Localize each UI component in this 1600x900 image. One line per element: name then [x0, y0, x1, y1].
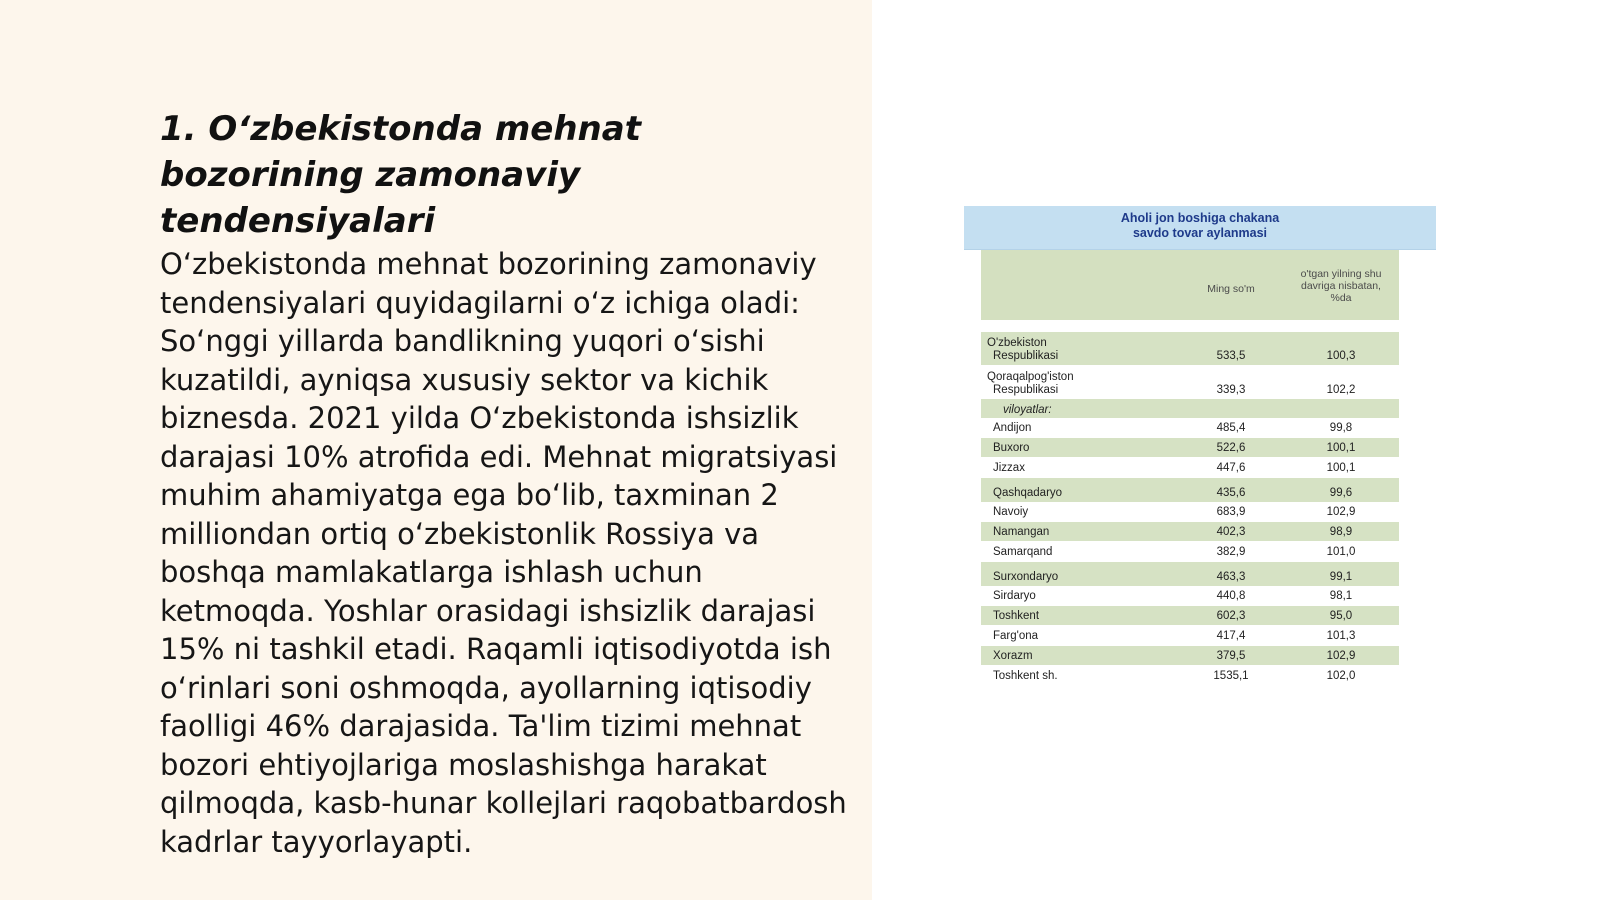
row-region-name: Namangan	[993, 526, 1050, 538]
row-region-name: Surxondaryo	[993, 571, 1059, 583]
column-header-percent	[1289, 268, 1393, 304]
table-row	[981, 366, 1399, 399]
row-value-percent: 99,6	[1329, 487, 1353, 499]
row-value-ming-som: 402,3	[1216, 526, 1246, 538]
table-row	[981, 606, 1399, 625]
row-value-percent: 100,1	[1326, 442, 1356, 454]
row-region-name: Sirdaryo	[993, 590, 1036, 602]
row-region-name: Jizzax	[993, 462, 1025, 474]
slide-title: 1. O‘zbekistonda mehnat bozorining zamonaviy tendensiyalari	[160, 109, 641, 241]
regions-sublabel: viloyatlar:	[1003, 404, 1052, 416]
row-region-name: Qashqadaryo	[993, 487, 1063, 499]
row-value-percent: 98,1	[1329, 590, 1353, 602]
table-row	[981, 626, 1399, 645]
row-value-percent: 98,9	[1329, 526, 1353, 538]
table-header	[981, 250, 1399, 320]
row-value-ming-som: 522,6	[1216, 442, 1246, 454]
table-row	[981, 646, 1399, 665]
row-region-name: Andijon	[993, 422, 1032, 434]
row-value-ming-som: 1535,1	[1213, 670, 1249, 682]
row-value-percent: 101,3	[1326, 630, 1356, 642]
row-value-ming-som: 440,8	[1216, 590, 1246, 602]
column-header-percent-line-3: %da	[1330, 292, 1352, 304]
table-row	[981, 458, 1399, 477]
column-header-percent-line-2: davriga nisbatan,	[1301, 280, 1381, 292]
row-value-ming-som: 533,5	[1216, 350, 1246, 362]
row-value-ming-som: 339,3	[1216, 384, 1246, 396]
row-value-ming-som: 435,6	[1216, 487, 1246, 499]
row-region-name: Buxoro	[993, 442, 1030, 454]
table-row	[981, 438, 1399, 457]
table-caption	[964, 206, 1436, 250]
row-region-name: Navoiy	[993, 506, 1029, 518]
row-region-name: Toshkent sh.	[993, 670, 1058, 682]
row-value-percent: 99,8	[1329, 422, 1353, 434]
table-row	[981, 666, 1399, 685]
row-region-name-line-2: Respublikasi	[993, 350, 1059, 362]
row-value-ming-som: 463,3	[1216, 571, 1246, 583]
row-value-percent: 99,1	[1329, 571, 1353, 583]
table-row	[981, 418, 1399, 437]
row-value-percent: 100,1	[1326, 462, 1356, 474]
row-value-ming-som: 447,6	[1216, 462, 1246, 474]
table-row	[981, 586, 1399, 605]
row-value-percent: 102,9	[1326, 650, 1356, 662]
row-value-percent: 102,0	[1326, 670, 1356, 682]
row-region-name: Toshkent	[993, 610, 1040, 622]
row-region-name: Xorazm	[993, 650, 1033, 662]
row-value-ming-som: 602,3	[1216, 610, 1246, 622]
row-value-percent: 101,0	[1326, 546, 1356, 558]
row-region-name-line-1: O'zbekiston	[987, 337, 1047, 349]
column-header-ming-som: Ming so'm	[1207, 283, 1255, 295]
row-value-ming-som: 683,9	[1216, 506, 1246, 518]
slide-body-text: O‘zbekistonda mehnat bozorining zamonaviy tendensiyalari quyidagilarni o‘z ichiga oladi: So‘nggi yillarda bandlikning yuqori o‘sishi kuzatildi, ayniqsa xususiy sektor va kichik biznesda. 2021 yilda O‘zbekistonda ishsizlik darajasi 10% atrofida edi. Mehnat migratsiyasi muhim ahamiyatga ega bo‘lib, taxminan 2 milliondan ortiq o‘zbekistonlik Rossiya va boshqa mamlakatlarga ishlash uchun ketmoqda. Yoshlar orasidagi ishsizlik darajasi 15% ni tashkil etadi. Raqamli iqtisodiyotda ish o‘rinlari soni oshmoqda, ayollarning iqtisodiy faolligi 46% darajasida. Ta'lim tizimi mehnat bozori ehtiyojlariga moslashishga harakat qilmoqda, kasb-hunar kollejlari raqobatbardosh kadrlar tayyorlayapti.	[160, 247, 847, 859]
table-caption-line-2: savdo tovar aylanmasi	[1132, 226, 1268, 240]
table-row	[981, 522, 1399, 541]
row-region-name: Samarqand	[993, 546, 1053, 558]
row-value-ming-som: 485,4	[1216, 422, 1246, 434]
table-row	[981, 502, 1399, 521]
table-row	[981, 332, 1399, 365]
row-value-percent: 100,3	[1326, 350, 1356, 362]
table-row	[981, 542, 1399, 561]
row-value-ming-som: 379,5	[1216, 650, 1246, 662]
row-region-name-line-1: Qoraqalpog'iston	[987, 371, 1074, 383]
table-row	[981, 478, 1399, 502]
table-caption-line-1: Aholi jon boshiga chakana	[1120, 211, 1280, 225]
row-value-percent: 95,0	[1329, 610, 1353, 622]
row-value-percent: 102,9	[1326, 506, 1356, 518]
row-region-name: Farg'ona	[993, 630, 1039, 642]
column-header-percent-line-1: o'tgan yilning shu	[1300, 268, 1382, 280]
row-region-name	[987, 371, 1197, 397]
table-subheader-row	[981, 399, 1399, 418]
table-row	[981, 562, 1399, 586]
retail-turnover-table	[964, 206, 1436, 686]
row-region-name	[987, 337, 1197, 363]
row-value-ming-som: 382,9	[1216, 546, 1246, 558]
row-value-ming-som: 417,4	[1216, 630, 1246, 642]
row-value-percent: 102,2	[1326, 384, 1356, 396]
row-region-name-line-2: Respublikasi	[993, 384, 1059, 396]
